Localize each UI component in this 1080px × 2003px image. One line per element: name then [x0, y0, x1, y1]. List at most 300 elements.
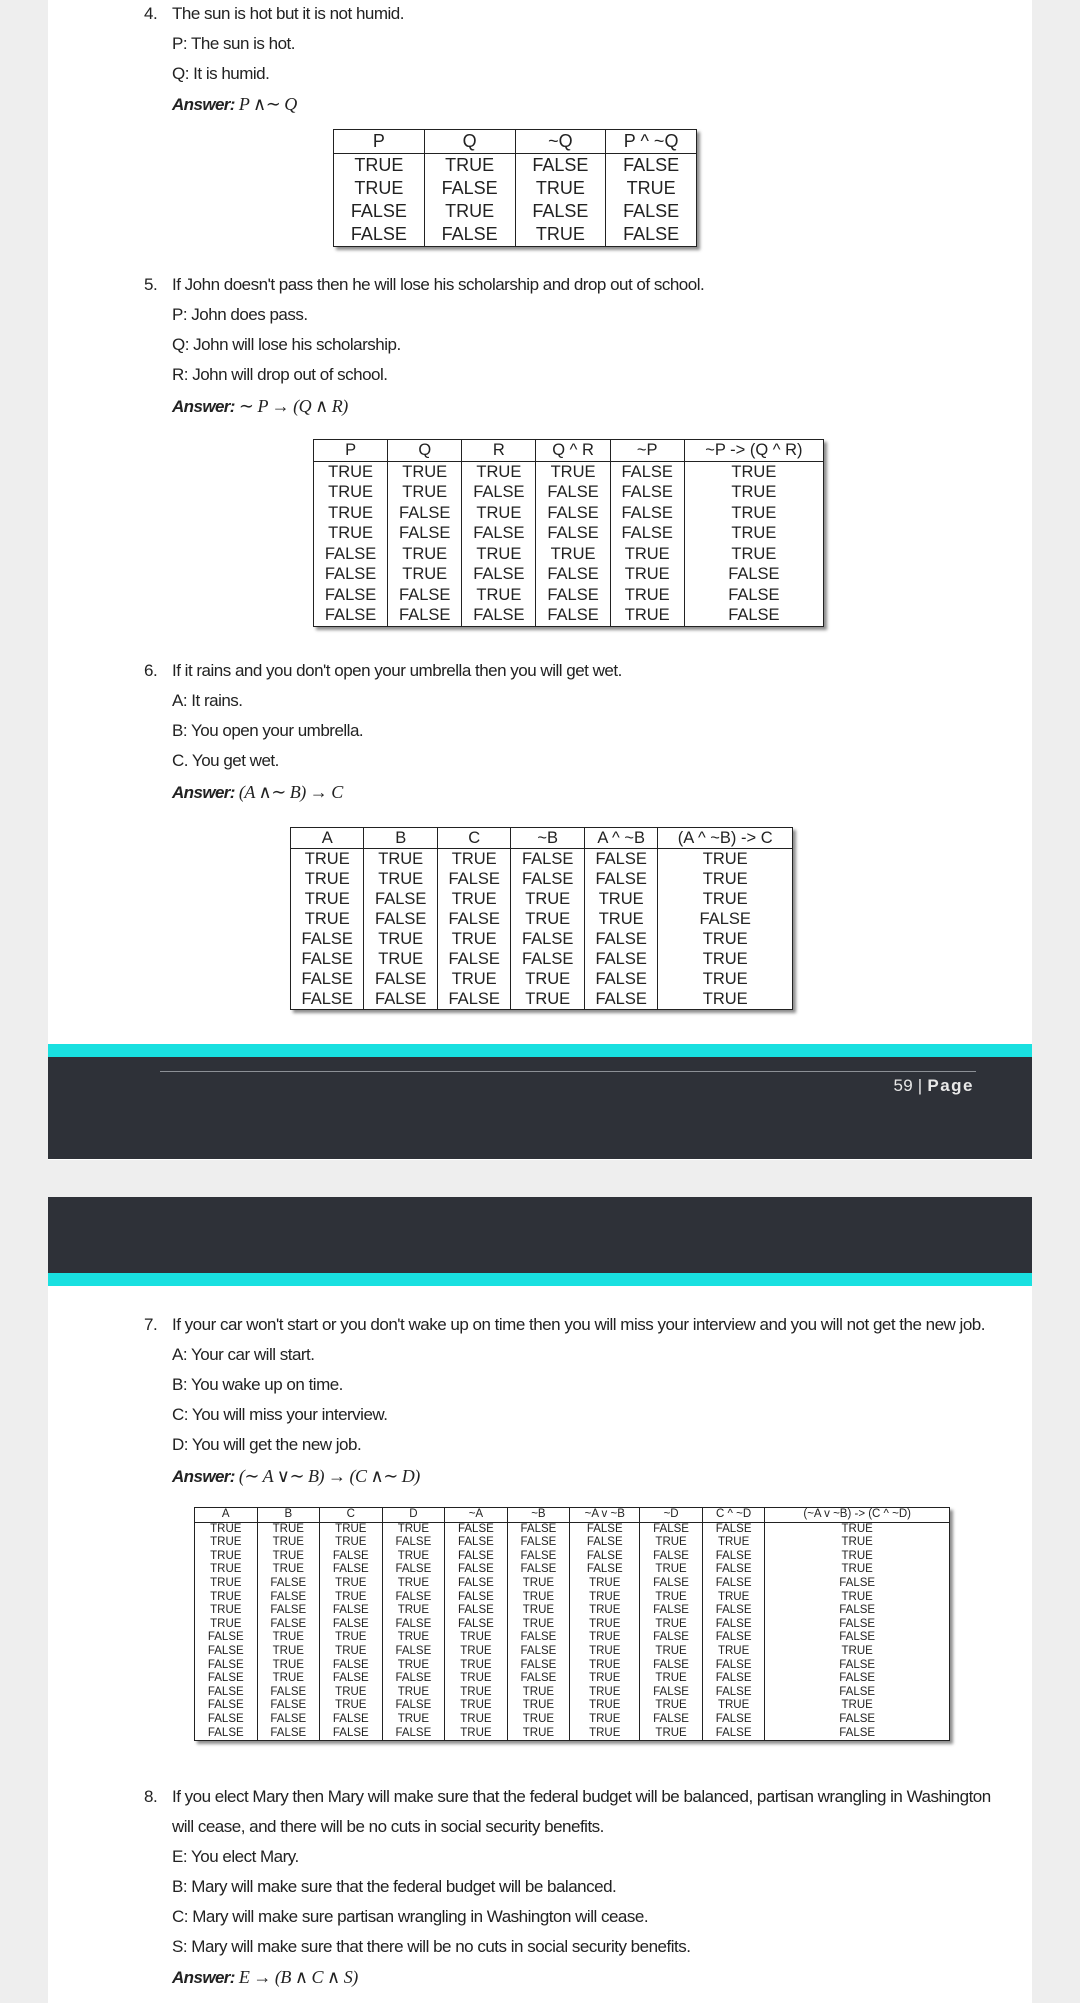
table-cell: TRUE	[515, 177, 606, 200]
table-cell: TRUE	[507, 1727, 570, 1741]
table-row	[291, 869, 793, 889]
table-cell: FALSE	[257, 1686, 320, 1700]
truth-table-q4	[333, 129, 697, 247]
table-cell: FALSE	[702, 1563, 765, 1577]
table-cell: FALSE	[364, 989, 437, 1010]
table-cell: TRUE	[731, 462, 777, 481]
table-row	[334, 177, 697, 200]
table-cell: TRUE	[424, 200, 515, 223]
table-cell: TRUE	[257, 1672, 320, 1686]
proposition-q: Q: It is humid.	[172, 64, 270, 83]
table-cell: FALSE	[623, 155, 680, 175]
table-header-row	[314, 440, 824, 462]
proposition-b: B: Mary will make sure that the federal budget will be balanced.	[172, 1877, 617, 1896]
table-cell: TRUE	[640, 1699, 703, 1713]
table-cell: FALSE	[445, 1577, 508, 1591]
table-cell: TRUE	[382, 1550, 445, 1564]
page-number-separator: |	[917, 1076, 923, 1095]
question-text-line1: If you elect Mary then Mary will make sure that the federal budget will be balanced, partisan wrangling in Washington	[172, 1787, 991, 1806]
table-cell: FALSE	[511, 929, 584, 949]
table-cell: TRUE	[320, 1686, 383, 1700]
table-cell: FALSE	[610, 461, 684, 482]
table-cell: TRUE	[445, 1686, 508, 1700]
table-cell: FALSE	[320, 1672, 383, 1686]
table-row	[314, 564, 824, 585]
proposition-r: R: John will drop out of school.	[172, 365, 388, 384]
table-cell: TRUE	[570, 1713, 640, 1727]
table-cell: TRUE	[570, 1631, 640, 1645]
table-cell: FALSE	[257, 1618, 320, 1632]
table-cell: FALSE	[839, 1658, 876, 1671]
table-cell: TRUE	[320, 1536, 383, 1550]
question-number: 4.	[144, 4, 158, 23]
page-header	[48, 1197, 1032, 1273]
table-cell: TRUE	[334, 154, 425, 178]
table-row	[195, 1577, 950, 1591]
column-header: ~B	[511, 828, 584, 849]
table-cell: TRUE	[257, 1659, 320, 1673]
table-cell: FALSE	[320, 1604, 383, 1618]
table-cell: TRUE	[462, 544, 536, 565]
proposition-p: P: The sun is hot.	[172, 34, 295, 53]
table-cell: TRUE	[382, 1522, 445, 1536]
table-cell: FALSE	[382, 1563, 445, 1577]
truth-table-q7	[194, 1507, 950, 1741]
header-accent-bar	[48, 1273, 1032, 1286]
column-header: P	[314, 440, 388, 462]
table-cell: TRUE	[584, 909, 657, 929]
table-cell: TRUE	[291, 869, 364, 889]
table-row	[291, 989, 793, 1010]
table-row	[195, 1631, 950, 1645]
proposition-s: S: Mary will make sure that there will be no cuts in social security benefits.	[172, 1937, 691, 1956]
table-cell: FALSE	[640, 1686, 703, 1700]
table-cell: TRUE	[702, 1591, 765, 1605]
answer-label: Answer:	[172, 95, 235, 114]
proposition-p: P: John does pass.	[172, 305, 308, 324]
table-row	[195, 1522, 950, 1536]
question-text: If John doesn't pass then he will lose his scholarship and drop out of school.	[172, 275, 705, 294]
table-cell: FALSE	[515, 200, 606, 223]
table-row	[314, 605, 824, 626]
table-cell: TRUE	[702, 850, 748, 868]
table-cell: TRUE	[320, 1522, 383, 1536]
table-cell: FALSE	[462, 482, 536, 503]
column-header: (A ^ ~B) -> C	[658, 828, 793, 849]
column-header: C ^ ~D	[702, 1508, 765, 1523]
table-cell: TRUE	[320, 1577, 383, 1591]
column-header: R	[462, 440, 536, 462]
table-cell: FALSE	[640, 1713, 703, 1727]
proposition-b: B: You open your umbrella.	[172, 721, 364, 740]
column-header: A	[195, 1508, 258, 1523]
table-cell: FALSE	[702, 1550, 765, 1564]
table-cell: TRUE	[437, 969, 510, 989]
table-cell: FALSE	[445, 1550, 508, 1564]
table-cell: FALSE	[257, 1713, 320, 1727]
table-cell: FALSE	[445, 1591, 508, 1605]
answer	[172, 1967, 358, 1988]
table-cell: TRUE	[610, 544, 684, 565]
table-cell: TRUE	[640, 1536, 703, 1550]
table-cell: TRUE	[507, 1577, 570, 1591]
table-cell: TRUE	[314, 461, 388, 482]
table-row	[291, 849, 793, 870]
table-cell: FALSE	[424, 177, 515, 200]
table-cell: TRUE	[445, 1727, 508, 1741]
table-cell: FALSE	[437, 949, 510, 969]
table-cell: TRUE	[626, 178, 676, 198]
table-cell: TRUE	[424, 154, 515, 178]
column-header: A	[291, 828, 364, 849]
table-cell: FALSE	[610, 482, 684, 503]
table-cell: FALSE	[388, 605, 462, 626]
column-header: ~A	[445, 1508, 508, 1523]
table-cell: FALSE	[462, 564, 536, 585]
table-cell: TRUE	[640, 1618, 703, 1632]
table-cell: FALSE	[195, 1659, 258, 1673]
table-cell: TRUE	[195, 1522, 258, 1536]
table-row	[314, 585, 824, 606]
table-cell: TRUE	[364, 949, 437, 969]
table-cell: FALSE	[257, 1577, 320, 1591]
proposition-e: E: You elect Mary.	[172, 1847, 299, 1866]
table-cell: TRUE	[640, 1727, 703, 1741]
table-cell: FALSE	[507, 1563, 570, 1577]
table-cell: FALSE	[640, 1577, 703, 1591]
table-cell: TRUE	[314, 482, 388, 503]
answer-label: Answer:	[172, 1968, 235, 1987]
table-cell: FALSE	[536, 585, 610, 606]
answer-label: Answer:	[172, 397, 235, 416]
table-cell: TRUE	[536, 544, 610, 565]
table-cell: FALSE	[702, 1727, 765, 1741]
column-header: Q	[388, 440, 462, 462]
table-cell: TRUE	[570, 1727, 640, 1741]
table-cell: TRUE	[610, 605, 684, 626]
table-row	[195, 1536, 950, 1550]
column-header: ~P -> (Q ^ R)	[684, 440, 823, 462]
table-cell: FALSE	[507, 1550, 570, 1564]
table-cell: FALSE	[702, 1686, 765, 1700]
question-number: 6.	[144, 661, 158, 680]
table-cell: FALSE	[536, 523, 610, 544]
table-cell: FALSE	[507, 1631, 570, 1645]
table-cell: FALSE	[291, 989, 364, 1010]
table-cell: TRUE	[640, 1591, 703, 1605]
table-cell: FALSE	[320, 1550, 383, 1564]
table-cell: TRUE	[570, 1591, 640, 1605]
table-row	[314, 544, 824, 565]
table-cell: FALSE	[839, 1631, 876, 1644]
table-cell: FALSE	[640, 1631, 703, 1645]
question-number: 8.	[144, 1787, 158, 1806]
table-cell: TRUE	[195, 1536, 258, 1550]
table-cell: TRUE	[437, 849, 510, 870]
table-row	[314, 482, 824, 503]
table-cell: TRUE	[515, 223, 606, 247]
table-cell: TRUE	[610, 564, 684, 585]
table-cell: TRUE	[445, 1713, 508, 1727]
table-cell: TRUE	[841, 1549, 873, 1562]
table-cell: FALSE	[195, 1645, 258, 1659]
table-cell: FALSE	[584, 929, 657, 949]
table-cell: TRUE	[570, 1604, 640, 1618]
table-cell: FALSE	[291, 929, 364, 949]
proposition-c: C. You get wet.	[172, 751, 279, 770]
table-cell: FALSE	[314, 605, 388, 626]
table-cell: FALSE	[320, 1563, 383, 1577]
table-cell: FALSE	[462, 605, 536, 626]
table-cell: FALSE	[702, 1577, 765, 1591]
table-cell: TRUE	[702, 950, 748, 968]
table-cell: TRUE	[511, 969, 584, 989]
table-cell: TRUE	[364, 849, 437, 870]
table-cell: TRUE	[640, 1563, 703, 1577]
table-cell: TRUE	[570, 1659, 640, 1673]
table-cell: TRUE	[841, 1563, 873, 1576]
table-cell: FALSE	[320, 1713, 383, 1727]
column-header: B	[257, 1508, 320, 1523]
table-header-row	[291, 828, 793, 849]
table-cell: FALSE	[640, 1659, 703, 1673]
table-cell: FALSE	[584, 949, 657, 969]
table-cell: TRUE	[314, 523, 388, 544]
table-cell: TRUE	[702, 1645, 765, 1659]
table-cell: FALSE	[511, 949, 584, 969]
table-cell: TRUE	[257, 1563, 320, 1577]
table-cell: FALSE	[334, 200, 425, 223]
table-cell: FALSE	[195, 1713, 258, 1727]
table-cell: FALSE	[839, 1712, 876, 1725]
footer-accent-bar	[48, 1044, 1032, 1057]
table-cell: TRUE	[445, 1672, 508, 1686]
table-cell: TRUE	[320, 1631, 383, 1645]
table-cell: FALSE	[839, 1726, 876, 1739]
table-cell: FALSE	[839, 1576, 876, 1589]
column-header: C	[320, 1508, 383, 1523]
table-cell: FALSE	[334, 223, 425, 247]
table-cell: TRUE	[257, 1550, 320, 1564]
table-cell: FALSE	[839, 1672, 876, 1685]
table-cell: FALSE	[507, 1672, 570, 1686]
column-header: ~B	[507, 1508, 570, 1523]
table-cell: FALSE	[536, 482, 610, 503]
table-cell: FALSE	[257, 1591, 320, 1605]
table-row	[195, 1618, 950, 1632]
table-cell: TRUE	[382, 1686, 445, 1700]
table-cell: FALSE	[257, 1604, 320, 1618]
table-cell: TRUE	[702, 970, 748, 988]
table-row	[195, 1645, 950, 1659]
table-cell: FALSE	[610, 523, 684, 544]
table-cell: TRUE	[291, 849, 364, 870]
table-cell: TRUE	[195, 1591, 258, 1605]
table-cell: TRUE	[507, 1618, 570, 1632]
table-cell: TRUE	[382, 1631, 445, 1645]
table-cell: TRUE	[702, 890, 748, 908]
table-cell: TRUE	[364, 869, 437, 889]
table-cell: FALSE	[195, 1686, 258, 1700]
answer-formula: (∼ A ∨∼ B) → (C ∧∼ D)	[238, 1466, 420, 1486]
table-cell: FALSE	[364, 909, 437, 929]
table-cell: FALSE	[257, 1727, 320, 1741]
table-cell: FALSE	[839, 1685, 876, 1698]
proposition-c: C: You will miss your interview.	[172, 1405, 388, 1424]
table-cell: TRUE	[507, 1604, 570, 1618]
answer-formula: ∼ P → (Q ∧ R)	[238, 396, 348, 416]
table-cell: FALSE	[511, 869, 584, 889]
table-cell: FALSE	[570, 1536, 640, 1550]
table-cell: FALSE	[445, 1604, 508, 1618]
table-cell: FALSE	[507, 1645, 570, 1659]
page-number-value: 59	[893, 1076, 913, 1095]
table-cell: TRUE	[511, 989, 584, 1010]
table-cell: TRUE	[195, 1604, 258, 1618]
table-cell: TRUE	[731, 544, 777, 563]
table-cell: TRUE	[382, 1659, 445, 1673]
table-row	[291, 929, 793, 949]
table-cell: FALSE	[195, 1699, 258, 1713]
table-cell: FALSE	[584, 849, 657, 870]
table-cell: TRUE	[445, 1631, 508, 1645]
table-row	[291, 889, 793, 909]
table-cell: FALSE	[728, 585, 780, 604]
table-cell: FALSE	[320, 1659, 383, 1673]
table-cell: FALSE	[437, 989, 510, 1010]
table-cell: TRUE	[841, 1522, 873, 1535]
answer-label: Answer:	[172, 783, 235, 802]
table-cell: FALSE	[536, 605, 610, 626]
table-cell: TRUE	[570, 1699, 640, 1713]
table-cell: FALSE	[702, 1659, 765, 1673]
table-cell: FALSE	[382, 1591, 445, 1605]
table-row	[195, 1591, 950, 1605]
table-cell: TRUE	[314, 503, 388, 524]
table-row	[195, 1563, 950, 1577]
table-row	[314, 523, 824, 544]
table-cell: TRUE	[511, 909, 584, 929]
table-cell: TRUE	[388, 461, 462, 482]
table-cell: FALSE	[364, 969, 437, 989]
table-cell: TRUE	[507, 1591, 570, 1605]
table-cell: FALSE	[195, 1727, 258, 1741]
table-cell: FALSE	[507, 1659, 570, 1673]
table-cell: FALSE	[728, 606, 780, 624]
table-row	[314, 461, 824, 482]
table-cell: TRUE	[536, 461, 610, 482]
table-cell: FALSE	[536, 503, 610, 524]
column-header: D	[382, 1508, 445, 1523]
table-cell: FALSE	[382, 1699, 445, 1713]
table-cell: FALSE	[702, 1672, 765, 1686]
table-cell: TRUE	[437, 889, 510, 909]
table-cell: TRUE	[320, 1645, 383, 1659]
table-cell: FALSE	[291, 969, 364, 989]
table-cell: TRUE	[570, 1645, 640, 1659]
table-cell: FALSE	[320, 1727, 383, 1741]
page-number	[894, 1076, 974, 1096]
table-cell: FALSE	[437, 869, 510, 889]
table-cell: FALSE	[507, 1536, 570, 1550]
table-cell: TRUE	[257, 1631, 320, 1645]
table-cell: FALSE	[511, 849, 584, 870]
table-cell: FALSE	[570, 1522, 640, 1536]
table-row	[291, 969, 793, 989]
table-cell: FALSE	[584, 869, 657, 889]
table-cell: FALSE	[702, 1631, 765, 1645]
table-cell: TRUE	[570, 1618, 640, 1632]
table-cell: TRUE	[320, 1591, 383, 1605]
table-row	[195, 1672, 950, 1686]
answer	[172, 396, 348, 417]
table-cell: FALSE	[382, 1672, 445, 1686]
table-row	[195, 1699, 950, 1713]
table-cell: FALSE	[291, 949, 364, 969]
table-cell: FALSE	[462, 523, 536, 544]
table-cell: TRUE	[507, 1699, 570, 1713]
table-cell: FALSE	[314, 544, 388, 565]
table-row	[195, 1604, 950, 1618]
proposition-d: D: You will get the new job.	[172, 1435, 362, 1454]
table-cell: FALSE	[314, 564, 388, 585]
table-cell: FALSE	[702, 1713, 765, 1727]
table-cell: FALSE	[445, 1563, 508, 1577]
table-cell: TRUE	[334, 177, 425, 200]
table-cell: FALSE	[570, 1550, 640, 1564]
page-footer	[48, 1057, 1032, 1159]
table-cell: FALSE	[839, 1604, 876, 1617]
table-cell: FALSE	[382, 1645, 445, 1659]
table-cell: FALSE	[610, 503, 684, 524]
column-header: C	[437, 828, 510, 849]
column-header: B	[364, 828, 437, 849]
table-cell: TRUE	[382, 1713, 445, 1727]
table-cell: FALSE	[388, 585, 462, 606]
column-header: ~A v ~B	[570, 1508, 640, 1523]
table-cell: TRUE	[291, 889, 364, 909]
table-cell: FALSE	[584, 969, 657, 989]
table-row	[195, 1659, 950, 1673]
question-text: If it rains and you don't open your umbrella then you will get wet.	[172, 661, 622, 680]
table-cell: FALSE	[640, 1522, 703, 1536]
proposition-c: C: Mary will make sure partisan wrangling in Washington will cease.	[172, 1907, 649, 1926]
column-header: ~Q	[515, 130, 606, 154]
table-cell: FALSE	[515, 154, 606, 178]
answer-formula: E → (B ∧ C ∧ S)	[238, 1967, 358, 1987]
column-header: P ^ ~Q	[606, 130, 697, 154]
table-cell: TRUE	[731, 483, 777, 501]
table-cell: TRUE	[731, 524, 777, 542]
table-cell: FALSE	[507, 1522, 570, 1536]
question-text: If your car won't start or you don't wake up on time then you will miss your interview and you will not get the new job.	[172, 1315, 985, 1334]
table-cell: TRUE	[195, 1618, 258, 1632]
table-cell: FALSE	[382, 1618, 445, 1632]
table-cell: TRUE	[640, 1672, 703, 1686]
table-cell: TRUE	[257, 1522, 320, 1536]
table-cell: TRUE	[364, 929, 437, 949]
table-row	[195, 1727, 950, 1741]
answer	[172, 782, 343, 803]
table-cell: FALSE	[195, 1631, 258, 1645]
table-cell: FALSE	[623, 224, 680, 244]
table-cell: TRUE	[445, 1699, 508, 1713]
table-cell: TRUE	[702, 1699, 765, 1713]
table-cell: FALSE	[320, 1618, 383, 1632]
question-number: 7.	[144, 1315, 158, 1334]
question-number: 5.	[144, 275, 158, 294]
table-cell: FALSE	[699, 910, 751, 928]
